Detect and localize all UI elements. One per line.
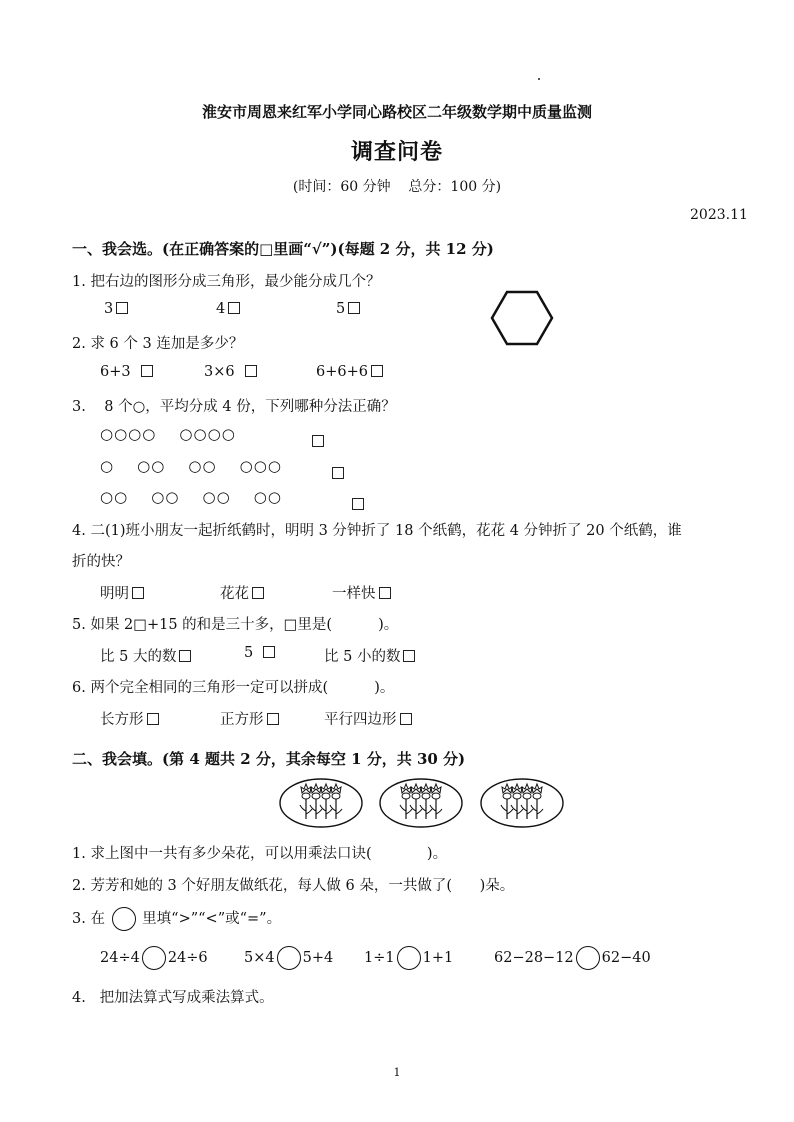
- time-info: (时间：60 分钟 总分：100 分): [292, 179, 502, 195]
- q6-text: 6. 两个完全相同的三角形一定可以拼成( )。: [72, 680, 395, 696]
- checkbox[interactable]: [228, 302, 240, 314]
- exam-date: 2023.11: [690, 207, 748, 223]
- section1-heading: 一、我会选。(在正确答案的□里画“√”)(每题 2 分，共 12 分): [72, 240, 494, 258]
- checkbox[interactable]: [116, 302, 128, 314]
- q5-text: 5. 如果 2□+15 的和是三十多，□里是( )。: [72, 617, 399, 633]
- q4-text: 4. 二(1)班小朋友一起折纸鹤时，明明 3 分钟折了 18 个纸鹤，花花 4 分钟折了 20 个纸鹤，谁: [72, 523, 682, 539]
- q1-option-b[interactable]: 4: [216, 301, 240, 317]
- school-title: 淮安市周恩来红军小学同心路校区二年级数学期中质量监测: [201, 103, 592, 121]
- q1-option-c[interactable]: 5: [336, 301, 360, 317]
- q3-checkbox-a[interactable]: [312, 435, 324, 447]
- q2-option-c[interactable]: 6+6+6: [316, 364, 383, 380]
- checkbox[interactable]: [132, 587, 144, 599]
- page-number: 1: [393, 1066, 401, 1079]
- checkbox[interactable]: [245, 365, 257, 377]
- hexagon-figure: [490, 290, 554, 346]
- s2-q3-text: 3. 在 里填“>”“<”或“=”。: [72, 907, 281, 931]
- q3-row-b: ○ ○○ ○○ ○○○: [100, 457, 282, 475]
- answer-circle[interactable]: [277, 946, 301, 970]
- compare-item-4: 62−28−12 62−40: [494, 946, 651, 970]
- circle-icon: [112, 907, 136, 931]
- q3-row-a: ○○○○ ○○○○: [100, 425, 236, 443]
- checkbox[interactable]: [348, 302, 360, 314]
- q1-option-a[interactable]: 3: [104, 301, 128, 317]
- checkbox[interactable]: [141, 365, 153, 377]
- checkbox[interactable]: [379, 587, 391, 599]
- compare-item-3: 1÷1 1+1: [364, 946, 453, 970]
- q2-option-b[interactable]: 3×6: [204, 364, 257, 380]
- checkbox[interactable]: [252, 587, 264, 599]
- checkbox[interactable]: [371, 365, 383, 377]
- s2-q4-text: 4. 把加法算式写成乘法算式。: [72, 990, 274, 1006]
- q5-option-b[interactable]: 5: [244, 645, 275, 661]
- q4-option-c[interactable]: 一样快: [332, 582, 391, 603]
- scan-dot: [538, 78, 540, 80]
- flower-groups-image: [274, 776, 570, 830]
- q6-option-a[interactable]: 长方形: [100, 708, 159, 729]
- q6-option-c[interactable]: 平行四边形: [324, 708, 412, 729]
- answer-circle[interactable]: [576, 946, 600, 970]
- checkbox[interactable]: [267, 713, 279, 725]
- q5-option-a[interactable]: 比 5 大的数: [100, 645, 191, 666]
- checkbox[interactable]: [263, 646, 275, 658]
- compare-item-1: 24÷4 24÷6: [100, 946, 208, 970]
- q4-option-b[interactable]: 花花: [220, 582, 264, 603]
- exam-title: 调查问卷: [350, 139, 443, 165]
- checkbox[interactable]: [147, 713, 159, 725]
- q3-text: 3. 8 个○，平均分成 4 份，下列哪种分法正确？: [72, 399, 396, 415]
- q5-option-c[interactable]: 比 5 小的数: [324, 645, 415, 666]
- compare-item-2: 5×4 5+4: [244, 946, 333, 970]
- section2-heading: 二、我会填。(第 4 题共 2 分，其余每空 1 分，共 30 分): [72, 750, 466, 768]
- q3-row-c: ○○ ○○ ○○ ○○: [100, 488, 282, 506]
- q2-text: 2. 求 6 个 3 连加是多少？: [72, 336, 244, 352]
- q6-option-b[interactable]: 正方形: [220, 708, 279, 729]
- checkbox[interactable]: [403, 650, 415, 662]
- q2-option-a[interactable]: 6+3: [100, 364, 153, 380]
- checkbox[interactable]: [400, 713, 412, 725]
- q4-text-cont: 折的快？: [72, 554, 130, 570]
- q4-option-a[interactable]: 明明: [100, 582, 144, 603]
- s2-q2-text: 2. 芳芳和她的 3 个好朋友做纸花，每人做 6 朵，一共做了( )朵。: [72, 878, 515, 894]
- q3-checkbox-b[interactable]: [332, 467, 344, 479]
- answer-circle[interactable]: [397, 946, 421, 970]
- answer-circle[interactable]: [142, 946, 166, 970]
- q1-text: 1. 把右边的图形分成三角形，最少能分成几个？: [72, 274, 381, 290]
- checkbox[interactable]: [179, 650, 191, 662]
- q3-checkbox-c[interactable]: [352, 498, 364, 510]
- s2-q1-text: 1. 求上图中一共有多少朵花，可以用乘法口诀( )。: [72, 846, 448, 862]
